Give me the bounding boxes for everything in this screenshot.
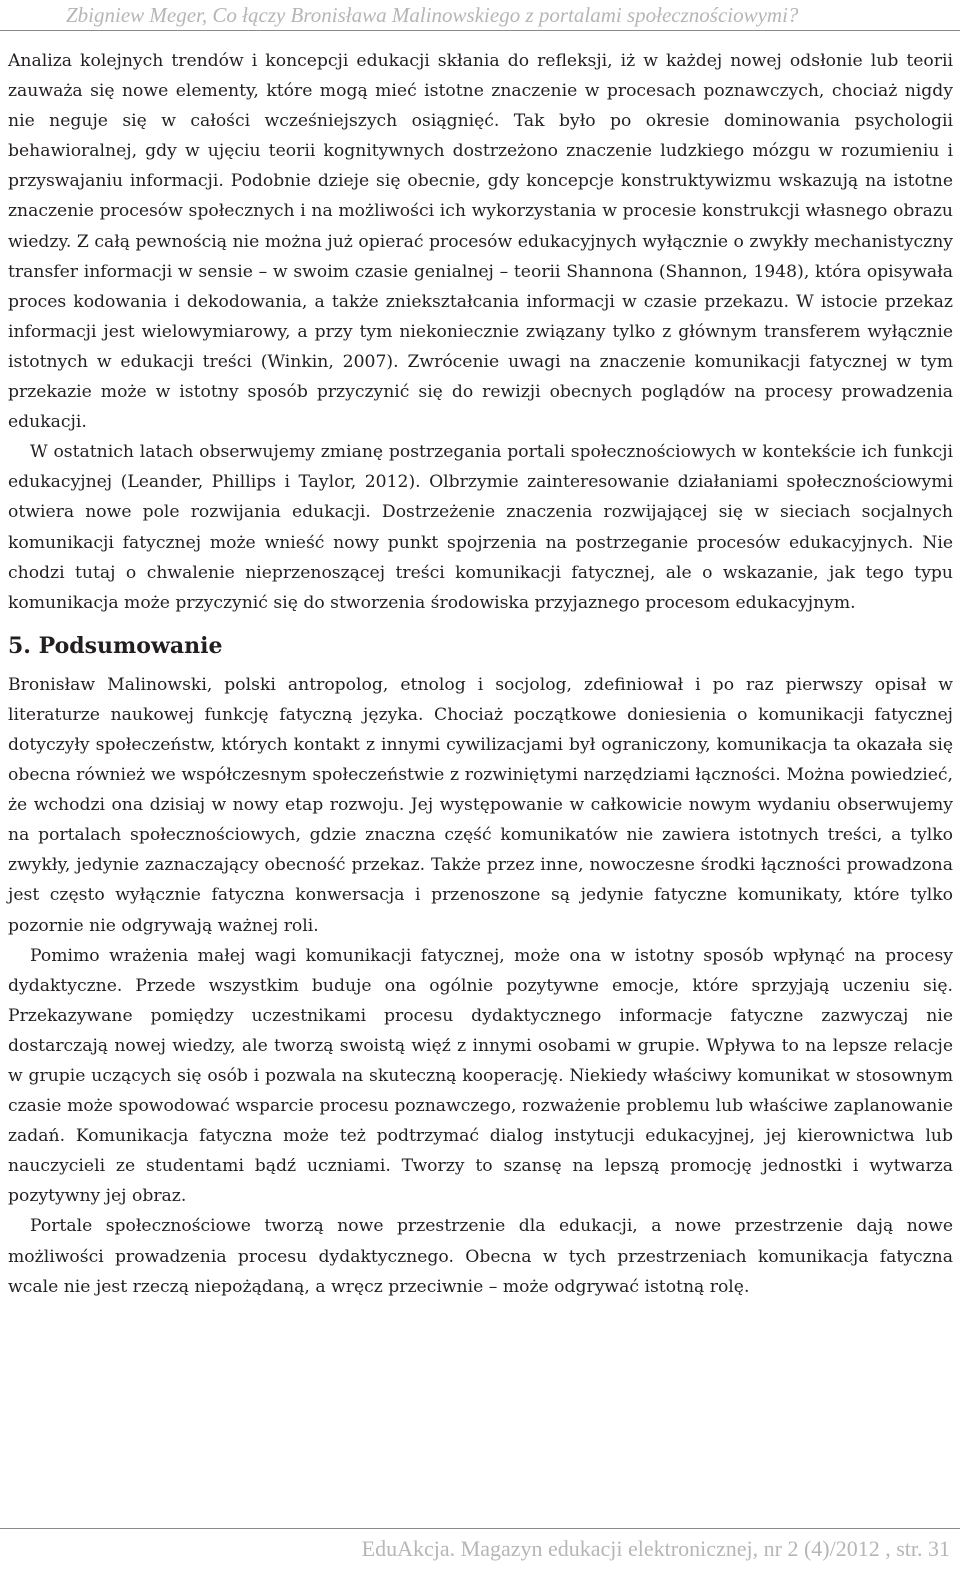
running-header-title: Zbigniew Meger, Co łączy Bronisława Malinowskiego z portalami społecznościowymi?: [66, 3, 799, 27]
paragraph-conclusion: Portale społecznościowe tworzą nowe przestrzenie dla edukacji, a nowe przestrzenie dają nowe możliwości prowadzenia procesu dydaktycznego. Obecna w tych przestrzeniach komunikacja fatyczna wcale nie jest rzeczą niepożądaną, a wręcz przeciwnie – może odgrywać istotną rolę.: [8, 1216, 953, 1297]
running-header: [0, 0, 960, 31]
paragraph-social-portals: W ostatnich latach obserwujemy zmianę postrzegania portali społecznościowych w kontekście ich funkcji edukacyjnej (Leander, Phillips i Taylor, 2012). Olbrzymie zainteresowanie działaniami społecznościowymi otwiera nowe pole rozwijania edukacji. Dostrzeżenie znaczenia rozwijającej się w sieciach socjalnych komunikacji fatycznej może wnieść nowy punkt spojrzenia na postrzeganie procesów edukacyjnych. Nie chodzi tutaj o chwalenie nieprzenoszącej treści komunikacji fatycznej, ale o wskazanie, jak tego typu komunikacja może przyczynić się do stworzenia środowiska przyjaznego procesom edukacyjnym.: [8, 442, 953, 613]
paragraph-trends: Analiza kolejnych trendów i koncepcji edukacji skłania do refleksji, iż w każdej nowej odsłonie lub teorii zauważa się nowe elementy, które mogą mieć istotne znaczenie w procesach poznawczych, chociaż nigdy nie neguje się w całości wcześniejszych osiągnięć. Tak było po okresie dominowania psychologii behawioralnej, gdy w ujęciu teorii kognitywnych dostrzeżono znaczenie ludzkiego mózgu w rozumieniu i przyswajaniu informacji. Podobnie dzieje się obecnie, gdy koncepcje konstruktywizmu wskazują na istotne znaczenie procesów społecznych i na możliwości ich wykorzystania w procesie konstrukcji własnego obrazu wiedzy. Z całą pewnością nie można już opierać procesów edukacyjnych wyłącznie o zwykły mechanistyczny transfer informacji w sensie – w swoim czasie genialnej – teorii Shannona (Shannon, 1948), która opisywała proces kodowania i dekodowania, a także zniekształcania informacji w czasie przekazu. W istocie przekaz informacji jest wielowymiarowy, a przy tym niekoniecznie związany tylko z głównym transferem wyłącznie istotnych w edukacji treści (Winkin, 2007). Zwrócenie uwagi na znaczenie komunikacji fatycznej w tym przekazie może w istotny sposób przyczynić się do rewizji obecnych poglądów na procesy prowadzenia edukacji.: [8, 51, 953, 433]
footer-divider: [0, 1528, 960, 1529]
section-heading-summary: 5. Podsumowanie: [8, 632, 223, 659]
running-footer: EduAkcja. Magazyn edukacji elektronicznej, nr 2 (4)/2012 , str. 31: [361, 1536, 950, 1561]
paragraph-malinowski: Bronisław Malinowski, polski antropolog, etnolog i socjolog, zdefiniował i po raz pierwszy opisał w literaturze naukowej funkcję fatyczną języka. Chociaż początkowe doniesienia o komunikacji fatycznej dotyczyły społeczeństw, których kontakt z innymi cywilizacjami był ograniczony, komunikacja ta okazała się obecna również we współczesnym społeczeństwie z rozwiniętymi narzędziami łączności. Można powiedzieć, że wchodzi ona dzisiaj w nowy etap rozwoju. Jej występowanie w całkowicie nowym wydaniu obserwujemy na portalach społecznościowych, gdzie znaczna część komunikatów nie zawiera istotnych treści, a tylko zwykły, jedynie zaznaczający obecność przekaz. Także przez inne, nowoczesne środki łączności prowadzona jest często wyłącznie fatyczna konwersacja i przenoszone są jedynie fatyczne komunikaty, które tylko pozornie nie odgrywają ważnej roli.: [8, 674, 953, 936]
article-body: [8, 46, 953, 1302]
paragraph-didactic-impact: Pomimo wrażenia małej wagi komunikacji fatycznej, może ona w istotny sposób wpłynąć na procesy dydaktyczne. Przede wszystkim buduje ona ogólnie pozytywne emocje, które sprzyjają uczeniu się. Przekazywane pomiędzy uczestnikami procesu dydaktycznego informacje fatyczne zazwyczaj nie dostarczają nowej wiedzy, ale tworzą swoistą więź z innymi osobami w grupie. Wpływa to na lepsze relacje w grupie uczących się osób i pozwala na skuteczną kooperację. Niekiedy właściwy komunikat w stosownym czasie może spowodować wsparcie procesu poznawczego, rozważenie problemu lub właściwe zaplanowanie zadań. Komunikacja fatyczna może też podtrzymać dialog instytucji edukacyjnej, jej kierownictwa lub nauczycieli ze studentami bądź uczniami. Tworzy to szansę na lepszą promocję jednostki i wytwarza pozytywny jej obraz.: [8, 945, 953, 1207]
